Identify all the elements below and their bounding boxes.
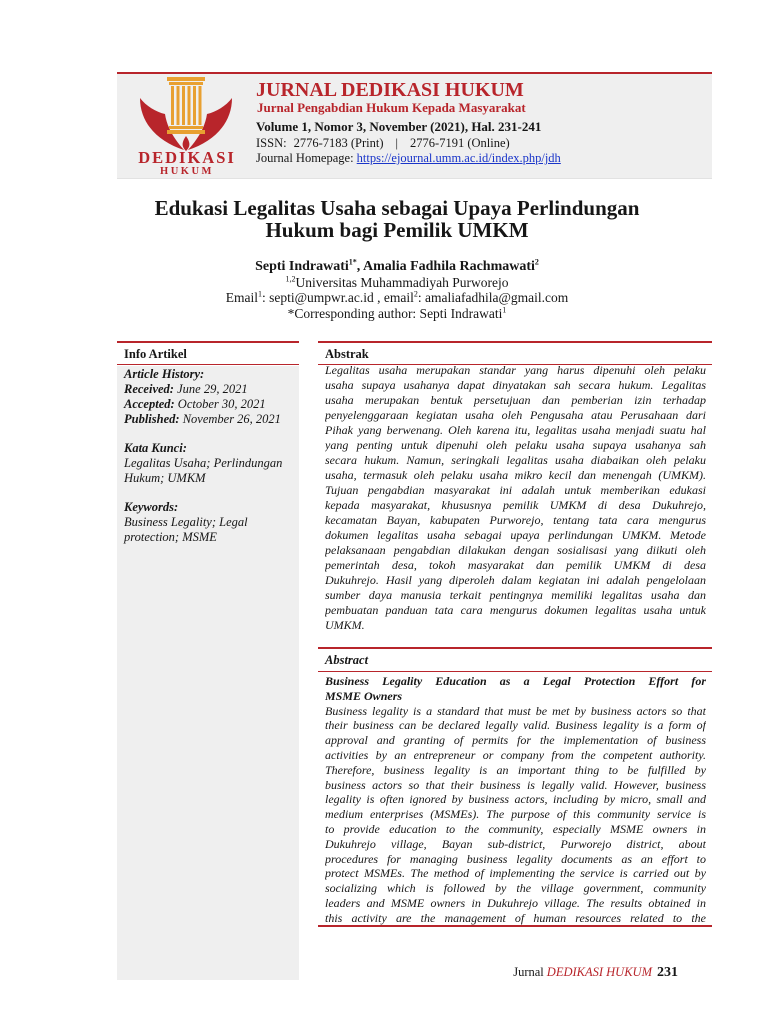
abstract-heading: Abstract (325, 653, 369, 667)
abstract-line: legality is often ignored by business actors, including by micro, small and (325, 792, 706, 807)
abstract-line: to provide education to the community, especially MSME owners in (325, 821, 706, 836)
abstrak-line: Tujuan pengabdian masyarakat ini adalah untuk memberikan edukasi (325, 483, 706, 497)
abstrak-line: kepada masyarakat, khususnya pemilik UMKM di desa Dukuhrejo, (325, 498, 706, 512)
issn-online: 2776-7191 (Online) (410, 136, 510, 150)
published-date: November 26, 2021 (182, 412, 281, 426)
abstract-line: approval and granting of permits for the implementation of business (325, 733, 706, 748)
history-published (124, 412, 281, 427)
page-footer (513, 964, 678, 981)
issn-label: ISSN: (256, 136, 287, 150)
abstrak-line: usaha supaya usahanya dapat dinyatakan sah secara hukum. Legalitas (325, 378, 706, 392)
email-label: email (383, 290, 414, 305)
email-label: Email (225, 290, 258, 305)
abstrak-line: secara hukum. Namun, seringkali legalitas usaha diabaikan oleh pelaku (325, 453, 706, 467)
abstrak-line: pembuatan panduan tata cara mengurus dokumen legalitas usaha untuk (325, 603, 706, 617)
abstrak-line: Legalitas usaha merupakan standar yang harus dipenuhi oleh pelaku (325, 363, 706, 377)
footer-journal-prefix: Jurnal (513, 965, 544, 979)
article-title-line: Edukasi Legalitas Usaha sebagai Upaya Perlindungan (154, 196, 640, 220)
author-name: Amalia Fadhila Rachmawati (363, 259, 535, 274)
abstract-line: their business can be declared legally valid. Business legality is a form of (325, 718, 706, 733)
issn-separator: | (395, 136, 399, 150)
abstract-line: medium enterprises (MSMEs). The purpose of this community service is (325, 807, 706, 822)
abstract-line: business actors so that their business is legally valid. However, business (325, 777, 706, 792)
kata-kunci-heading (124, 441, 187, 456)
abstrak-line: Dukuhrejo. Hasil yang diperoleh dalam kegiatan ini adalah pengelolaan (325, 573, 706, 587)
abstract-body (325, 674, 706, 926)
corresponding-author (117, 306, 677, 322)
logo-wordmark-bottom: HUKUM (160, 166, 214, 177)
abstract-line: procedures for managing business legality documents as an effort to (325, 851, 706, 866)
homepage-label: Journal Homepage: (256, 151, 354, 165)
affiliation-mark: 1,2 (285, 274, 296, 284)
abstract-line: socializing which is followed by the village government, community (325, 881, 706, 896)
abstrak-line: UMKM. (325, 618, 365, 632)
affiliation (117, 275, 677, 291)
keywords-text: Business Legality; Legal protection; MSME (124, 515, 248, 544)
abstrak-line: dokumen legalitas usaha sebagai upaya perlindungan UMKM. Metode (325, 528, 706, 542)
author-separator: , (356, 259, 361, 274)
kata-kunci-heading-text: Kata Kunci: (124, 441, 187, 455)
abstrak-line: usaha merupakan bentuk persetujuan dan pemberian izin terhadap (325, 393, 706, 407)
abstract-line: this activity are the management of human resources related to the (325, 910, 706, 925)
keywords-heading (124, 500, 178, 515)
abstrak-line: kecamatan Bayan, kabupaten Purworejo, tentang tata cara mengurus (325, 513, 706, 527)
wings-emblem-icon (140, 98, 232, 151)
info-rule-top (117, 341, 299, 343)
accepted-label: Accepted: (124, 397, 175, 411)
journal-homepage (256, 151, 561, 165)
accepted-date: October 30, 2021 (177, 397, 266, 411)
received-label: Received: (124, 382, 174, 396)
pillar-icon (167, 77, 205, 134)
abstract-line: protect MSMEs. The method of implementing the service is carried out by (325, 866, 706, 881)
received-date: June 29, 2021 (177, 382, 248, 396)
abstract-line: Therefore, business legality is an important thing to be fulfilled by (325, 762, 706, 777)
homepage-link[interactable]: https://ejournal.umm.ac.id/index.php/jdh (356, 151, 561, 165)
journal-volume: Volume 1, Nomor 3, November (2021), Hal. 231-241 (256, 119, 542, 134)
keywords-heading-text: Keywords: (124, 500, 179, 514)
info-heading: Info Artikel (124, 347, 187, 361)
abstract-line: Business legality is a standard that must be met by business actors so that (325, 703, 706, 718)
history-heading-text: Article History: (124, 367, 205, 381)
author-name: Septi Indrawati (255, 259, 349, 274)
corresponding-mark: 1 (502, 305, 507, 315)
abstrak-line: penyelenggaraan kegiatan usaha oleh Pengusaha atau Perusahaan dari (325, 408, 706, 422)
published-label: Published: (124, 412, 180, 426)
abstrak-line: yang penting untuk dipenuhi oleh pelaku usaha supaya usahanya sah (325, 438, 706, 452)
corresponding-text: *Corresponding author: Septi Indrawati (287, 306, 503, 321)
journal-issn (256, 136, 510, 150)
abstrak-line: usaha, termasuk oleh pelaku usaha mikro kecil dan menengah (UMKM). (325, 468, 706, 482)
history-accepted (124, 397, 266, 412)
issn-print: 2776-7183 (Print) (293, 136, 384, 150)
email-address: : amaliafadhila@gmail.com (417, 290, 569, 305)
abstract-rule-end (318, 925, 712, 927)
abstract-line: leaders and MSME owners in Dukuhrejo village. The results obtained in (325, 895, 706, 910)
journal-logo (128, 74, 250, 178)
abstrak-line: pemerintah desa, tokoh masyarakat dan pemilik UMKM di desa (325, 558, 706, 572)
abstract-rule-top (318, 647, 712, 649)
email-mark: 2 (413, 289, 418, 299)
abstract-line: activities by an entrepreneur or company from the competent authority. (325, 747, 706, 762)
abstrak-body (325, 363, 706, 633)
abstrak-rule-top (318, 341, 712, 343)
info-rule-bottom (117, 364, 299, 365)
abstrak-line: Pihak yang berwenang. Oleh karena itu, legalitas usaha menjadi suatu hal (325, 423, 706, 437)
abstrak-line: sumber daya manusia terkait pentingnya memiliki legalitas usaha dan (325, 588, 706, 602)
abstract-title-line: Business Legality Education as a Legal Protection Effort for (325, 674, 706, 688)
logo-wordmark-top: DEDIKASI (138, 148, 236, 167)
history-received (124, 382, 248, 397)
affiliation-name: Universitas Muhammadiyah Purworejo (295, 275, 509, 290)
page-number: 231 (657, 965, 678, 980)
email-line (117, 290, 677, 306)
journal-subtitle: Jurnal Pengabdian Hukum Kepada Masyarakat (257, 100, 526, 115)
email-mark: 1 (257, 289, 262, 299)
abstract-line: Dukuhrejo village, Bayan sub-district, Purworejo district, about (325, 836, 706, 851)
history-heading (124, 367, 204, 382)
author-affiliation-mark: 2 (534, 257, 539, 267)
abstract-title-line: MSME Owners (325, 688, 403, 703)
journal-name: JURNAL DEDIKASI HUKUM (256, 79, 524, 101)
abstrak-line: pelaksanaan pengabdian dilakukan dengan sosialisasi yang diikuti oleh (325, 543, 706, 557)
email-address: : septi@umpwr.ac.id , (261, 290, 381, 305)
article-title-line: Hukum bagi Pemilik UMKM (265, 218, 529, 242)
abstract-rule-bottom (318, 671, 712, 672)
author-affiliation-mark: 1* (348, 257, 357, 267)
author-list (117, 259, 677, 275)
abstrak-heading: Abstrak (325, 347, 369, 361)
footer-journal-name: DEDIKASI HUKUM (546, 965, 652, 979)
kata-kunci-text: Legalitas Usaha; Perlindungan Hukum; UMKM (124, 456, 283, 485)
